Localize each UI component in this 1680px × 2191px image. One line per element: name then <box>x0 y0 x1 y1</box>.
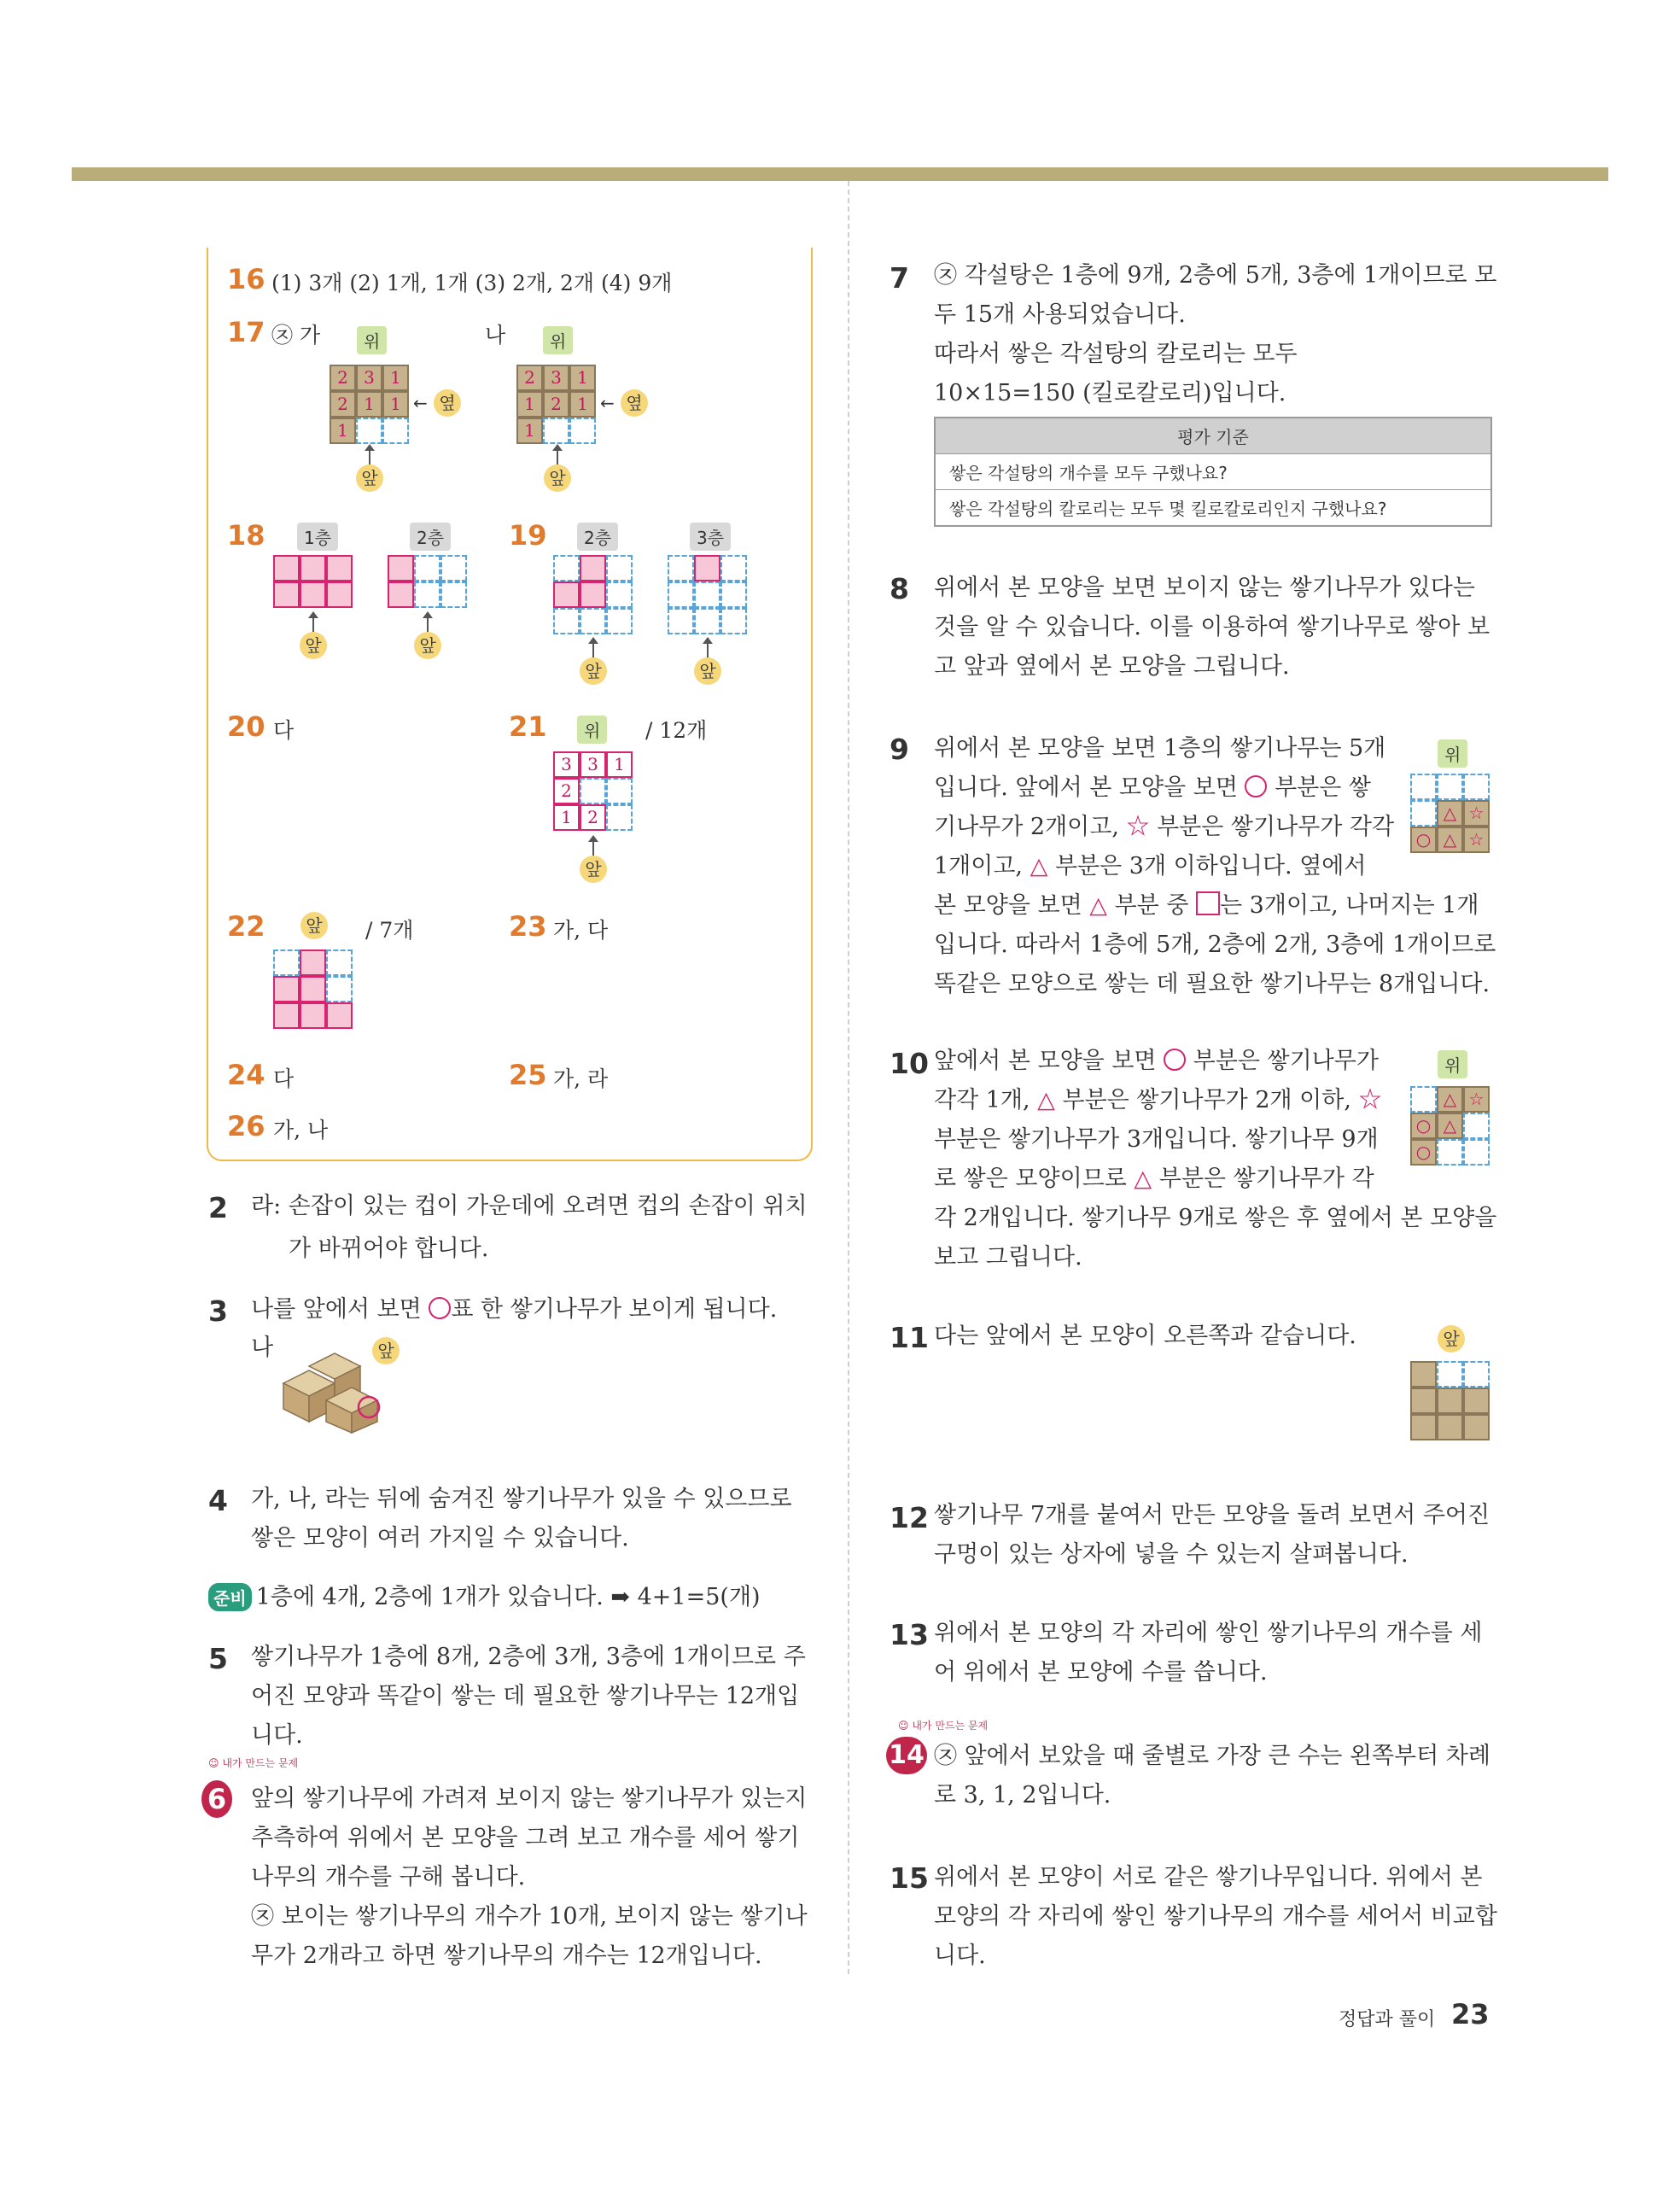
q10-text: 부분은 쌓기나무가 2개 이하, <box>1054 1087 1359 1113</box>
grid-cell: 2 <box>580 804 606 831</box>
q6-line1: 앞의 쌓기나무에 가려져 보이지 않는 쌓기나무가 있는지 <box>251 1785 808 1812</box>
q7-line2: 두 15개 사용되었습니다. <box>934 301 1186 328</box>
front-tag: 앞 <box>372 1337 400 1364</box>
q10-line6: 보고 그립니다. <box>934 1244 1082 1271</box>
q23-answer: 가, 다 <box>553 918 609 943</box>
arrow-up-icon <box>557 449 558 464</box>
grid-cell <box>326 1002 353 1029</box>
grid-cell <box>668 555 694 581</box>
q22-grid <box>273 949 353 1029</box>
q15-line3: 니다. <box>934 1943 986 1969</box>
smile-icon: ☺ <box>898 1720 909 1732</box>
grid-cell <box>273 555 300 581</box>
grid-cell <box>1463 774 1490 800</box>
q7-line4: 10×15=150 (킬로칼로리)입니다. <box>934 380 1286 406</box>
top-accent-bar <box>72 167 1608 181</box>
q18-number: 18 <box>227 519 265 552</box>
footer-label: 정답과 풀이 <box>1339 2009 1436 2030</box>
grid-cell <box>273 949 300 976</box>
q21-grid <box>553 751 633 831</box>
q19-floor2-grid <box>553 555 633 634</box>
q9-text: 본 모양을 보면 <box>934 892 1090 919</box>
q6-number: 6 <box>201 1780 232 1818</box>
grid-cell <box>1437 1414 1463 1440</box>
grid-cell: 1 <box>516 418 543 444</box>
front-tag: 앞 <box>544 464 571 492</box>
q9-text: 는 3개이고, 나머지는 1개 <box>1220 892 1479 919</box>
stacked-cubes-illustration <box>275 1349 394 1434</box>
q18-floor1-grid <box>273 555 353 608</box>
triangle-icon: △ <box>1134 1166 1152 1192</box>
q11-line1: 다는 앞에서 본 모양이 오른쪽과 같습니다. <box>934 1323 1356 1349</box>
q15-number: 15 <box>890 1861 929 1895</box>
grid-cell <box>606 581 633 608</box>
grid-cell <box>300 949 326 976</box>
q17-grid-a <box>330 365 409 444</box>
grid-cell: 3 <box>543 365 569 391</box>
q2-line2: 가 바뀌어야 합니다. <box>289 1236 489 1262</box>
q6-line2: 추측하여 위에서 본 모양을 그려 보고 개수를 세어 쌓기 <box>251 1825 800 1851</box>
grid-cell: 2 <box>330 365 356 391</box>
q17-number: 17 <box>227 316 265 348</box>
my-question-tag-text: 내가 만드는 문제 <box>222 1757 299 1769</box>
arrow-left-icon: ← <box>600 393 615 413</box>
grid-cell <box>1463 1361 1490 1388</box>
q21-answer: / 12개 <box>645 718 708 743</box>
q2-line1: 라: 손잡이 있는 컵이 가운데에 오려면 컵의 손잡이 위치 <box>251 1193 808 1219</box>
grid-cell <box>668 608 694 634</box>
floor-tag: 2층 <box>577 523 618 551</box>
top-tag: 위 <box>1438 1050 1467 1078</box>
grid-cell <box>720 581 747 608</box>
grid-cell <box>580 555 606 581</box>
grid-cell <box>553 581 580 608</box>
front-tag: 앞 <box>414 632 441 659</box>
q4-line1: 가, 나, 라는 뒤에 숨겨진 쌓기나무가 있을 수 있으므로 <box>251 1486 792 1512</box>
grid-cell <box>694 581 720 608</box>
grid-cell <box>382 418 409 444</box>
q5-number: 5 <box>208 1642 228 1675</box>
grid-cell <box>326 581 353 608</box>
front-tag: 앞 <box>300 912 328 939</box>
grid-cell <box>1463 1388 1490 1414</box>
grid-cell: 3 <box>356 365 382 391</box>
circle-icon: ○ <box>1410 1139 1437 1166</box>
grid-cell <box>543 418 569 444</box>
grid-cell <box>606 778 633 804</box>
arrow-up-icon <box>592 840 594 856</box>
grid-cell <box>414 555 440 581</box>
q14-line1: ㉨ 앞에서 보았을 때 줄별로 가장 큰 수는 왼쪽부터 차례 <box>934 1743 1490 1769</box>
evaluation-table <box>934 417 1492 527</box>
grid-cell <box>1410 1086 1437 1113</box>
column-divider <box>848 181 849 1974</box>
arrow-up-icon <box>707 642 709 657</box>
circle-icon <box>1245 775 1267 798</box>
grid-cell <box>300 976 326 1002</box>
grid-cell <box>1463 1414 1490 1440</box>
smile-icon: ☺ <box>208 1757 219 1769</box>
q14-line2: 로 3, 1, 2입니다. <box>934 1782 1111 1808</box>
floor-tag: 1층 <box>297 523 338 551</box>
q7-line3: 따라서 쌓은 각설탕의 칼로리는 모두 <box>934 341 1298 367</box>
front-tag: 앞 <box>356 464 383 492</box>
q3-number: 3 <box>208 1294 228 1328</box>
q16-number: 16 <box>227 263 265 295</box>
grid-cell <box>606 804 633 831</box>
triangle-icon: △ <box>1437 827 1463 853</box>
triangle-icon: △ <box>1437 800 1463 827</box>
q18-floor2-grid <box>388 555 467 608</box>
q3-text-a: 나를 앞에서 보면 <box>251 1296 429 1323</box>
q9-text: 1개이고, <box>934 853 1030 879</box>
q9-line2 <box>934 768 1371 808</box>
q23-number: 23 <box>509 910 547 943</box>
q8-number: 8 <box>890 572 909 605</box>
grid-cell <box>1410 800 1437 827</box>
top-tag: 위 <box>1438 739 1467 768</box>
grid-cell <box>1463 1113 1490 1139</box>
q13-number: 13 <box>890 1618 929 1651</box>
front-tag: 앞 <box>300 632 327 659</box>
grid-cell: 1 <box>330 418 356 444</box>
grid-cell <box>1410 1361 1437 1388</box>
grid-cell: 2 <box>516 365 543 391</box>
grid-cell <box>414 581 440 608</box>
grid-cell <box>569 418 596 444</box>
page-number: 23 <box>1451 1998 1490 2030</box>
my-question-tag <box>208 1756 298 1770</box>
q17-label-b: 나 <box>485 323 506 348</box>
arrow-up-icon <box>312 616 314 632</box>
grid-cell <box>300 1002 326 1029</box>
grid-cell <box>326 949 353 976</box>
q9-text: 기나무가 2개이고, <box>934 814 1127 840</box>
grid-cell <box>606 555 633 581</box>
arrow-left-icon: ← <box>413 393 428 413</box>
grid-cell <box>553 555 580 581</box>
grid-cell <box>326 976 353 1002</box>
q10-number: 10 <box>890 1047 929 1080</box>
q5-line1: 쌓기나무가 1층에 8개, 2층에 3개, 3층에 1개이므로 주 <box>251 1644 806 1670</box>
q4-line2: 쌓은 모양이 여러 가지일 수 있습니다. <box>251 1525 629 1551</box>
grid-cell: 1 <box>569 391 596 418</box>
q21-number: 21 <box>509 710 547 743</box>
grid-cell <box>694 608 720 634</box>
grid-cell: 1 <box>553 804 580 831</box>
star-icon: ☆ <box>1463 1086 1490 1113</box>
floor-tag: 2층 <box>410 523 451 551</box>
arrow-up-icon <box>592 642 594 657</box>
q14-number: 14 <box>886 1737 927 1774</box>
grid-cell <box>300 581 326 608</box>
grid-cell <box>580 581 606 608</box>
q9-line1: 위에서 본 모양을 보면 1층의 쌓기나무는 5개 <box>934 735 1386 762</box>
my-question-tag-text: 내가 만드는 문제 <box>912 1720 989 1732</box>
q9-text: 부분 중 <box>1107 892 1197 919</box>
q5-line2: 어진 모양과 똑같이 쌓는 데 필요한 쌓기나무는 12개입 <box>251 1683 800 1709</box>
q5-line3: 니다. <box>251 1722 303 1749</box>
q26-answer: 가, 나 <box>273 1118 329 1142</box>
grid-cell <box>580 778 606 804</box>
grid-cell <box>580 608 606 634</box>
grid-cell: 3 <box>580 751 606 778</box>
q26-number: 26 <box>227 1110 265 1142</box>
q10-line3: 부분은 쌓기나무가 3개입니다. 쌓기나무 9개 <box>934 1126 1379 1153</box>
q9-text: 부분은 쌓기나무가 각각 <box>1149 814 1395 840</box>
q7-number: 7 <box>890 261 909 295</box>
grid-cell <box>1437 1388 1463 1414</box>
side-tag: 옆 <box>621 389 648 417</box>
q3-text-b: 표 한 쌓기나무가 보이게 됩니다. <box>451 1296 778 1323</box>
grid-cell <box>720 555 747 581</box>
top-tag: 위 <box>357 326 387 354</box>
q25-answer: 가, 라 <box>553 1066 609 1091</box>
q10-text: 부분은 쌓기나무가 각 <box>1152 1166 1374 1192</box>
grid-cell <box>440 581 467 608</box>
star-icon: ☆ <box>1463 827 1490 853</box>
grid-cell <box>1437 774 1463 800</box>
grid-cell: 2 <box>330 391 356 418</box>
q9-line7: 똑같은 모양으로 쌓는 데 필요한 쌓기나무는 8개입니다. <box>934 971 1490 997</box>
front-tag: 앞 <box>580 657 607 685</box>
q8-line3: 고 앞과 옆에서 본 모양을 그립니다. <box>934 653 1290 680</box>
q13-line1: 위에서 본 모양의 각 자리에 쌓인 쌓기나무의 개수를 세 <box>934 1620 1483 1646</box>
triangle-icon: △ <box>1030 853 1048 879</box>
grid-cell <box>1463 1139 1490 1166</box>
evaluation-table-row: 쌓은 각설탕의 개수를 모두 구했나요? <box>936 453 1490 489</box>
q20-number: 20 <box>227 710 265 743</box>
star-icon: ☆ <box>1358 1087 1382 1113</box>
q9-line6: 입니다. 따라서 1층에 5개, 2층에 2개, 3층에 1개이므로 <box>934 932 1496 958</box>
top-tag: 위 <box>577 716 607 744</box>
q10-text: 로 쌓은 모양이므로 <box>934 1166 1135 1192</box>
q15-line2: 모양의 각 자리에 쌓인 쌓기나무의 개수를 세어서 비교합 <box>934 1903 1497 1930</box>
grid-cell: 1 <box>516 391 543 418</box>
grid-cell <box>1437 1361 1463 1388</box>
q25-number: 25 <box>509 1059 547 1091</box>
q6-line3: 나무의 개수를 구해 봅니다. <box>251 1864 526 1890</box>
grid-cell <box>1410 774 1437 800</box>
grid-cell: 1 <box>606 751 633 778</box>
circle-icon: ○ <box>1410 827 1437 853</box>
q10-text: 각각 1개, <box>934 1087 1038 1113</box>
q17-example-a: ㉨ 가 <box>271 323 321 348</box>
q9-line4 <box>934 847 1366 886</box>
q11-front-view-grid <box>1410 1361 1490 1440</box>
q15-line1: 위에서 본 모양이 서로 같은 쌓기나무입니다. 위에서 본 <box>934 1864 1483 1890</box>
q11-number: 11 <box>890 1321 929 1354</box>
q16-text: (1) 3개 (2) 1개, 1개 (3) 2개, 2개 (4) 9개 <box>271 271 673 295</box>
evaluation-table-row: 쌓은 각설탕의 칼로리는 모두 몇 킬로칼로리인지 구했나요? <box>936 489 1490 525</box>
triangle-icon: △ <box>1089 892 1108 919</box>
star-icon: ☆ <box>1463 800 1490 827</box>
q7-line1: ㉨ 각설탕은 1층에 9개, 2층에 5개, 3층에 1개이므로 모 <box>934 262 1497 289</box>
circle-icon: ○ <box>1410 1113 1437 1139</box>
grid-cell <box>440 555 467 581</box>
q20-answer: 다 <box>273 718 295 743</box>
grid-cell <box>553 608 580 634</box>
grid-cell: 2 <box>543 391 569 418</box>
grid-cell <box>1410 1388 1437 1414</box>
grid-cell: 3 <box>553 751 580 778</box>
q24-number: 24 <box>227 1059 265 1091</box>
q10-text: 부분은 쌓기나무가 <box>1186 1048 1379 1074</box>
grid-cell: 1 <box>356 391 382 418</box>
triangle-icon: △ <box>1437 1086 1463 1113</box>
triangle-icon: △ <box>1437 1113 1463 1139</box>
star-icon: ☆ <box>1126 814 1150 840</box>
grid-cell <box>720 608 747 634</box>
front-tag: 앞 <box>580 856 607 883</box>
q10-top-view-grid <box>1410 1086 1490 1166</box>
q10-line4 <box>934 1160 1374 1199</box>
floor-tag: 3층 <box>690 523 731 551</box>
q6-line5: 무가 2개라고 하면 쌓기나무의 개수는 12개입니다. <box>251 1943 762 1969</box>
q3-line1 <box>251 1290 777 1329</box>
grid-cell <box>388 555 414 581</box>
my-question-tag <box>898 1718 988 1732</box>
triangle-icon: △ <box>1037 1087 1055 1113</box>
q9-text: 부분은 3개 이하입니다. 옆에서 <box>1047 853 1367 879</box>
q10-line1 <box>934 1042 1379 1081</box>
q17-grid-b <box>516 365 596 444</box>
prep-row <box>208 1578 761 1617</box>
grid-cell <box>1410 1414 1437 1440</box>
front-tag: 앞 <box>1438 1325 1465 1353</box>
square-icon <box>1196 891 1220 915</box>
grid-cell <box>1437 1139 1463 1166</box>
q10-line5: 각 2개입니다. 쌓기나무 9개로 쌓은 후 옆에서 본 모양을 <box>934 1205 1497 1231</box>
grid-cell: 1 <box>569 365 596 391</box>
grid-cell <box>694 555 720 581</box>
q9-line5 <box>934 886 1479 926</box>
q24-answer: 다 <box>273 1066 295 1091</box>
q3-label-na: 나 <box>251 1335 274 1361</box>
q9-text: 입니다. 앞에서 본 모양을 보면 <box>934 774 1245 801</box>
q12-number: 12 <box>890 1501 929 1534</box>
side-tag: 옆 <box>434 389 461 417</box>
grid-cell <box>300 555 326 581</box>
q22-number: 22 <box>227 910 265 943</box>
q9-number: 9 <box>890 733 909 766</box>
arrow-up-icon <box>427 616 429 632</box>
circle-icon <box>429 1297 451 1319</box>
grid-cell: 1 <box>382 391 409 418</box>
q2-number: 2 <box>208 1191 228 1224</box>
grid-cell <box>668 581 694 608</box>
grid-cell: 1 <box>382 365 409 391</box>
q4-number: 4 <box>208 1484 228 1517</box>
q22-answer: / 7개 <box>365 918 414 943</box>
q8-line2: 것을 알 수 있습니다. 이를 이용하여 쌓기나무로 쌓아 보 <box>934 614 1490 640</box>
evaluation-table-header: 평가 기준 <box>936 418 1490 453</box>
prep-badge: 준비 <box>208 1583 252 1611</box>
q8-line1: 위에서 본 모양을 보면 보이지 않는 쌓기나무가 있다는 <box>934 575 1475 601</box>
grid-cell <box>273 976 300 1002</box>
grid-cell <box>326 555 353 581</box>
q6-line4: ㉨ 보이는 쌓기나무의 개수가 10개, 보이지 않는 쌓기나 <box>251 1903 808 1930</box>
top-tag: 위 <box>543 326 573 354</box>
q19-floor3-grid <box>668 555 747 634</box>
grid-cell <box>388 581 414 608</box>
q12-line1: 쌓기나무 7개를 붙여서 만든 모양을 돌려 보면서 주어진 <box>934 1502 1490 1528</box>
grid-cell: 2 <box>553 778 580 804</box>
q12-line2: 구멍이 있는 상자에 넣을 수 있는지 살펴봅니다. <box>934 1541 1409 1568</box>
front-tag: 앞 <box>694 657 721 685</box>
q13-line2: 어 위에서 본 모양에 수를 씁니다. <box>934 1659 1268 1686</box>
arrow-up-icon <box>369 449 370 464</box>
q9-top-view-grid <box>1410 774 1490 853</box>
grid-cell <box>606 608 633 634</box>
grid-cell <box>273 581 300 608</box>
grid-cell <box>273 1002 300 1029</box>
grid-cell <box>356 418 382 444</box>
q19-number: 19 <box>509 519 547 552</box>
circle-icon <box>1164 1049 1186 1071</box>
q9-line3 <box>934 808 1394 847</box>
q10-line2 <box>934 1081 1382 1120</box>
prep-text: 1층에 4개, 2층에 1개가 있습니다. ➡ 4+1=5(개) <box>255 1584 761 1610</box>
q10-text: 앞에서 본 모양을 보면 <box>934 1048 1164 1074</box>
q9-text: 부분은 쌓 <box>1267 774 1371 801</box>
